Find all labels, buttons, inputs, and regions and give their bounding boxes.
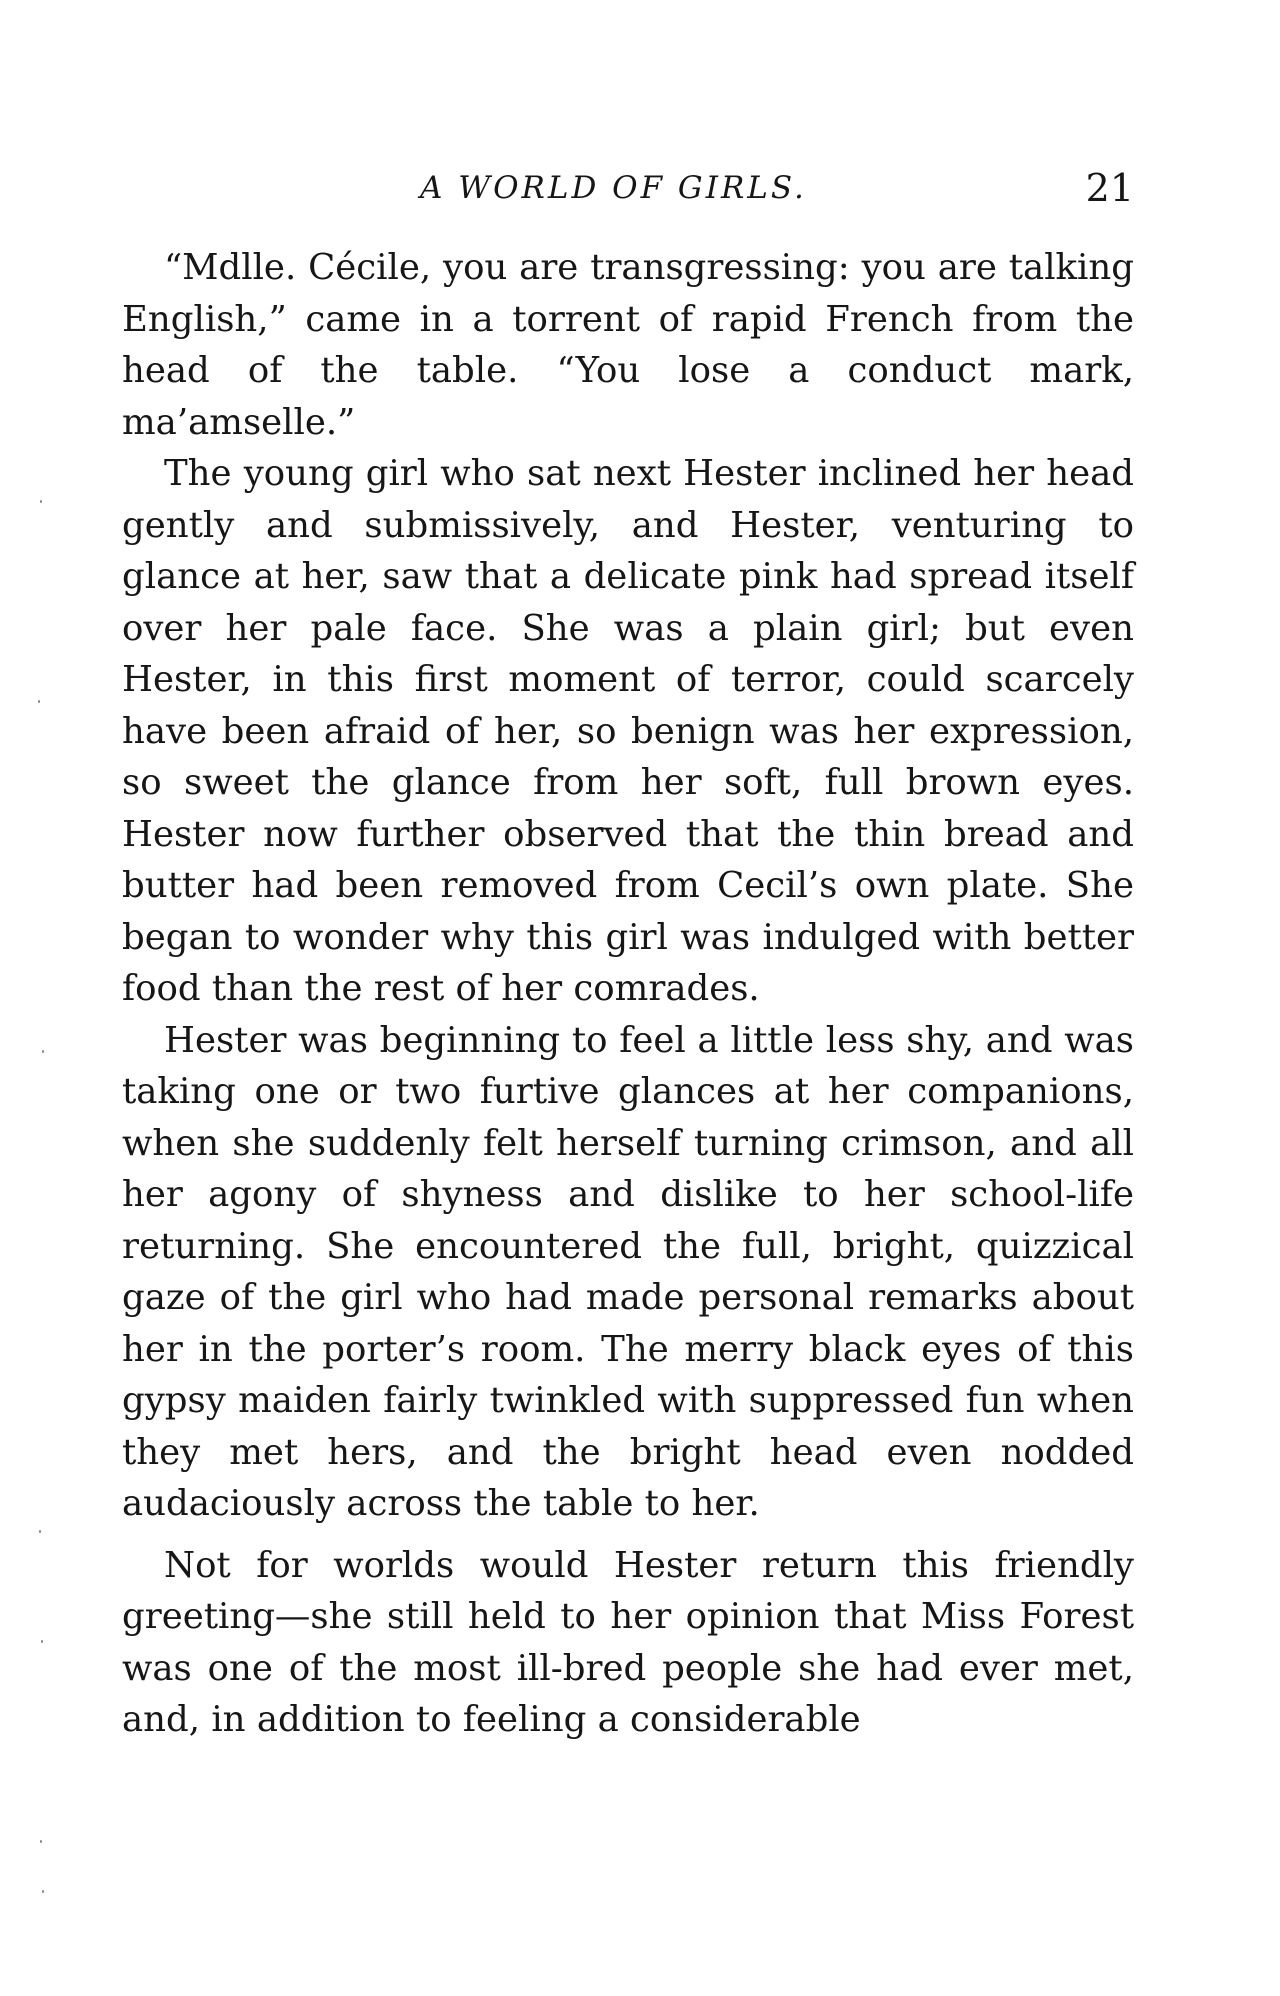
running-title: A WORLD OF GIRLS. [420, 170, 807, 206]
paper-speck [39, 1530, 41, 1533]
paper-speck [40, 1840, 42, 1843]
paper-speck [42, 1890, 44, 1893]
body-text [122, 242, 1134, 1746]
paragraph-2: The young girl who sat next Hester inclined her head gently and submissively, and Hester, venturing to glance at her, saw that a delicate pink had spread itself over her pale face. She was a plain girl; but even Hester, in this first moment of terror, could scarcely have been afraid of her, so benign was her expression, so sweet the glance from her soft, full brown eyes. Hester now further observed that the thin bread and butter had been removed from Cecil’s own plate. She began to wonder why this girl was indulged with better food than the rest of her comrades. [122, 453, 1134, 1009]
paper-speck [41, 1640, 43, 1643]
paper-speck [42, 1050, 44, 1053]
paragraph-1: “Mdlle. Cécile, you are transgressing: you are talking English,” came in a torrent of rapid French from the head of the table. “You lose a conduct mark, ma’amselle.” [122, 247, 1134, 443]
paragraph-4: Not for worlds would Hester return this friendly greeting—she still held to her opinion that Miss Forest was one of the most ill-bred people she had ever met, and, in addition to feeling a considerable [122, 1544, 1134, 1740]
margin-specks [36, 280, 56, 1980]
running-head [122, 164, 1134, 224]
paper-speck [40, 500, 42, 503]
page-number: 21 [1085, 166, 1134, 210]
paragraph-3: Hester was beginning to feel a little less shy, and was taking one or two furtive glances at her companions, when she suddenly felt herself turning crimson, and all her agony of shyness and dislike to her school-life returning. She encountered the full, bright, quizzical gaze of the girl who had made personal remarks about her in the porter’s room. The merry black eyes of this gypsy maiden fairly twinkled with suppressed fun when they met hers, and the bright head even nodded audaciously across the table to her. [122, 1019, 1134, 1524]
paper-speck [38, 700, 40, 703]
